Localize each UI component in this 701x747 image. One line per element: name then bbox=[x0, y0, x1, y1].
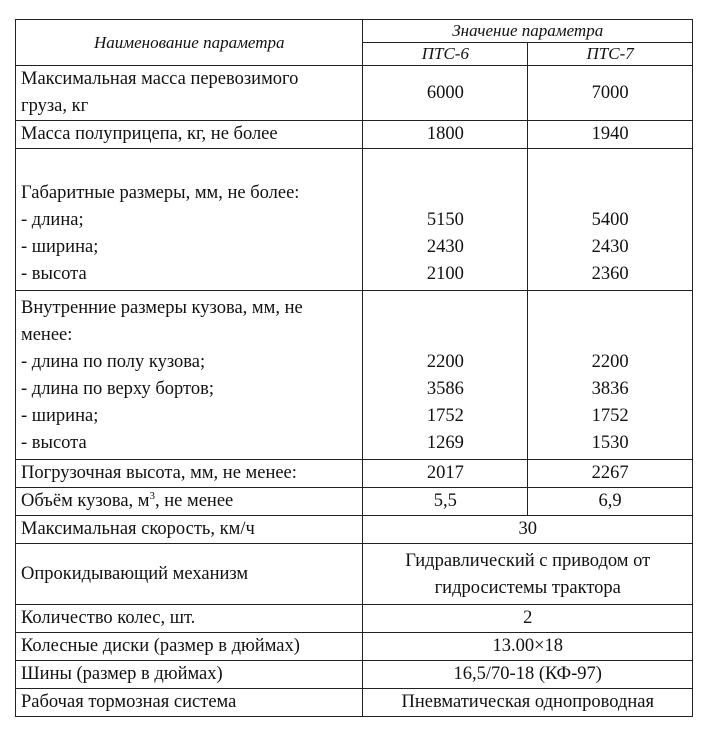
row-label bbox=[16, 291, 363, 460]
label-text: , не менее bbox=[155, 491, 234, 511]
row-label bbox=[16, 149, 363, 291]
row-label: Шины (размер в дюймах) bbox=[16, 661, 363, 689]
value-b bbox=[528, 149, 693, 291]
sub-value: 2360 bbox=[591, 264, 629, 284]
row-max-speed bbox=[16, 516, 693, 544]
sub-item: - ширина; bbox=[21, 237, 99, 257]
shared-value: 2 bbox=[363, 605, 693, 633]
value-a: 5,5 bbox=[363, 488, 528, 516]
sub-item: - длина; bbox=[21, 210, 84, 230]
superscript: 3 bbox=[149, 490, 156, 502]
value-b bbox=[528, 291, 693, 460]
label-line: менее: bbox=[21, 325, 73, 345]
label-line: груза, кг bbox=[21, 96, 89, 116]
row-label bbox=[16, 488, 363, 516]
sub-value: 1530 bbox=[591, 433, 629, 453]
sub-value: 2430 bbox=[591, 237, 629, 257]
row-load-height bbox=[16, 460, 693, 488]
row-max-cargo bbox=[16, 66, 693, 121]
row-label: Колесные диски (размер в дюймах) bbox=[16, 633, 363, 661]
sub-value: 5150 bbox=[426, 210, 464, 230]
row-overall-dims bbox=[16, 149, 693, 291]
value-a: 2017 bbox=[363, 460, 528, 488]
specs-table bbox=[15, 19, 693, 717]
sub-value: 2200 bbox=[591, 352, 629, 372]
sub-item: - высота bbox=[21, 264, 87, 284]
row-label: Количество колес, шт. bbox=[16, 605, 363, 633]
label-line: Габаритные размеры, мм, не более: bbox=[21, 183, 300, 203]
shared-value: 30 bbox=[363, 516, 693, 544]
row-trailer-mass bbox=[16, 121, 693, 149]
header-row bbox=[16, 20, 693, 43]
value-a bbox=[363, 291, 528, 460]
value-a: 1800 bbox=[363, 121, 528, 149]
model-b-header: ПТС-7 bbox=[528, 43, 693, 66]
value-line: гидросистемы трактора bbox=[434, 578, 621, 598]
sub-value: 5400 bbox=[591, 210, 629, 230]
shared-value: Пневматическая однопроводная bbox=[363, 689, 693, 717]
value-a: 6000 bbox=[363, 66, 528, 121]
sub-item: - высота bbox=[21, 433, 87, 453]
shared-value: 16,5/70-18 (КФ-97) bbox=[363, 661, 693, 689]
sub-value: 3586 bbox=[426, 379, 464, 399]
sub-item: - длина по полу кузова; bbox=[21, 352, 206, 372]
value-b: 1940 bbox=[528, 121, 693, 149]
row-tipping bbox=[16, 544, 693, 605]
sub-value: 2100 bbox=[426, 264, 464, 284]
row-inner-dims bbox=[16, 291, 693, 460]
row-rims bbox=[16, 633, 693, 661]
label-line: Внутренние размеры кузова, мм, не bbox=[21, 298, 303, 318]
row-wheels bbox=[16, 605, 693, 633]
value-column-header: Значение параметра bbox=[363, 20, 693, 43]
model-a-header: ПТС-6 bbox=[363, 43, 528, 66]
row-label: Погрузочная высота, мм, не менее: bbox=[16, 460, 363, 488]
value-b: 7000 bbox=[528, 66, 693, 121]
sub-item: - ширина; bbox=[21, 406, 99, 426]
sub-value: 1269 bbox=[426, 433, 464, 453]
label-text: Объём кузова, м bbox=[21, 491, 150, 511]
row-label: Масса полуприцепа, кг, не более bbox=[16, 121, 363, 149]
sub-value: 2430 bbox=[426, 237, 464, 257]
row-tyres bbox=[16, 661, 693, 689]
label-line: Максимальная масса перевозимого bbox=[21, 69, 299, 89]
row-brakes bbox=[16, 689, 693, 717]
row-label: Опрокидывающий механизм bbox=[16, 544, 363, 605]
sub-value: 1752 bbox=[591, 406, 629, 426]
name-column-header: Наименование параметра bbox=[16, 20, 363, 66]
shared-value: 13.00×18 bbox=[363, 633, 693, 661]
sub-value: 1752 bbox=[426, 406, 464, 426]
shared-value bbox=[363, 544, 693, 605]
row-label: Максимальная скорость, км/ч bbox=[16, 516, 363, 544]
value-b: 6,9 bbox=[528, 488, 693, 516]
row-label bbox=[16, 66, 363, 121]
row-label: Рабочая тормозная система bbox=[16, 689, 363, 717]
sub-item: - длина по верху бортов; bbox=[21, 379, 214, 399]
value-line: Гидравлический с приводом от bbox=[405, 551, 651, 571]
row-body-volume bbox=[16, 488, 693, 516]
value-b: 2267 bbox=[528, 460, 693, 488]
value-a bbox=[363, 149, 528, 291]
sub-value: 2200 bbox=[426, 352, 464, 372]
sub-value: 3836 bbox=[591, 379, 629, 399]
